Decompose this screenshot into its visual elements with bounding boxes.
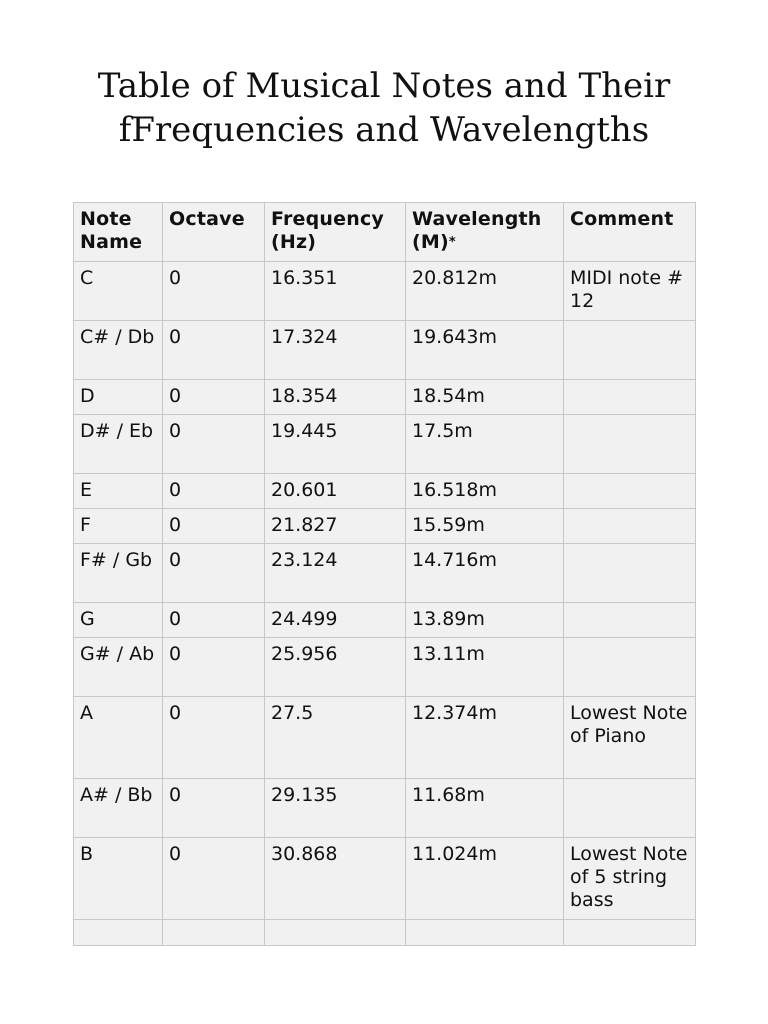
- cell-frequency: [265, 920, 406, 946]
- page-title: [24, 64, 744, 152]
- cell-wavelength: 13.11m: [406, 638, 564, 697]
- cell-note: B: [74, 838, 163, 920]
- cell-note: C# / Db: [74, 321, 163, 380]
- cell-octave: 0: [163, 380, 265, 415]
- table-row: [74, 779, 696, 838]
- cell-note: G: [74, 603, 163, 638]
- table-row: [74, 603, 696, 638]
- cell-comment: [564, 380, 696, 415]
- cell-wavelength: 14.716m: [406, 544, 564, 603]
- cell-frequency: 27.5: [265, 697, 406, 779]
- table-header-row: [74, 203, 696, 262]
- table-row: [74, 638, 696, 697]
- table-row: [74, 509, 696, 544]
- cell-frequency: 30.868: [265, 838, 406, 920]
- cell-note: E: [74, 474, 163, 509]
- cell-comment: Lowest Note of Piano: [564, 697, 696, 779]
- cell-frequency: 16.351: [265, 262, 406, 321]
- cell-frequency: 18.354: [265, 380, 406, 415]
- page-title-line-1: Table of Musical Notes and Their: [97, 66, 671, 106]
- cell-wavelength: 17.5m: [406, 415, 564, 474]
- cell-note: [74, 920, 163, 946]
- header-frequency: Frequency (Hz): [265, 203, 406, 262]
- cell-note: C: [74, 262, 163, 321]
- table-row: [74, 415, 696, 474]
- cell-frequency: 29.135: [265, 779, 406, 838]
- cell-frequency: 21.827: [265, 509, 406, 544]
- cell-frequency: 17.324: [265, 321, 406, 380]
- cell-comment: [564, 603, 696, 638]
- notes-table: [73, 202, 696, 946]
- cell-comment: [564, 509, 696, 544]
- cell-wavelength: 20.812m: [406, 262, 564, 321]
- table-row: [74, 697, 696, 779]
- cell-octave: 0: [163, 544, 265, 603]
- cell-wavelength: 15.59m: [406, 509, 564, 544]
- table-row: [74, 474, 696, 509]
- cell-octave: 0: [163, 321, 265, 380]
- cell-wavelength: 13.89m: [406, 603, 564, 638]
- cell-wavelength: 11.68m: [406, 779, 564, 838]
- header-note-name: Note Name: [74, 203, 163, 262]
- cell-note: D# / Eb: [74, 415, 163, 474]
- cell-note: A: [74, 697, 163, 779]
- cell-octave: 0: [163, 697, 265, 779]
- cell-wavelength: 12.374m: [406, 697, 564, 779]
- cell-octave: 0: [163, 603, 265, 638]
- cell-octave: 0: [163, 509, 265, 544]
- table-row: [74, 262, 696, 321]
- cell-wavelength: 19.643m: [406, 321, 564, 380]
- cell-frequency: 19.445: [265, 415, 406, 474]
- cell-octave: 0: [163, 474, 265, 509]
- table-row: [74, 544, 696, 603]
- page-title-line-2: fFrequencies and Wavelengths: [118, 110, 650, 150]
- cell-comment: [564, 779, 696, 838]
- cell-note: G# / Ab: [74, 638, 163, 697]
- cell-wavelength: 16.518m: [406, 474, 564, 509]
- cell-wavelength: 11.024m: [406, 838, 564, 920]
- cell-octave: 0: [163, 638, 265, 697]
- header-octave: Octave: [163, 203, 265, 262]
- cell-comment: [564, 474, 696, 509]
- cell-note: F: [74, 509, 163, 544]
- header-wavelength-label: Wavelength (M): [412, 208, 542, 253]
- cell-frequency: 25.956: [265, 638, 406, 697]
- table-row: [74, 380, 696, 415]
- cell-comment: [564, 544, 696, 603]
- cell-note: F# / Gb: [74, 544, 163, 603]
- cell-note: D: [74, 380, 163, 415]
- cell-comment: [564, 638, 696, 697]
- cell-wavelength: 18.54m: [406, 380, 564, 415]
- table-row: [74, 321, 696, 380]
- cell-octave: 0: [163, 779, 265, 838]
- table-row-empty: [74, 920, 696, 946]
- cell-comment: Lowest Note of 5 string bass: [564, 838, 696, 920]
- cell-octave: 0: [163, 838, 265, 920]
- header-comment: Comment: [564, 203, 696, 262]
- cell-comment: [564, 920, 696, 946]
- cell-wavelength: [406, 920, 564, 946]
- cell-comment: [564, 415, 696, 474]
- cell-octave: [163, 920, 265, 946]
- cell-note: A# / Bb: [74, 779, 163, 838]
- cell-frequency: 24.499: [265, 603, 406, 638]
- cell-frequency: 20.601: [265, 474, 406, 509]
- header-wavelength: [406, 203, 564, 262]
- cell-comment: [564, 321, 696, 380]
- cell-octave: 0: [163, 415, 265, 474]
- cell-frequency: 23.124: [265, 544, 406, 603]
- table-row: [74, 838, 696, 920]
- header-wavelength-mark: *: [448, 235, 456, 250]
- cell-comment: MIDI note # 12: [564, 262, 696, 321]
- cell-octave: 0: [163, 262, 265, 321]
